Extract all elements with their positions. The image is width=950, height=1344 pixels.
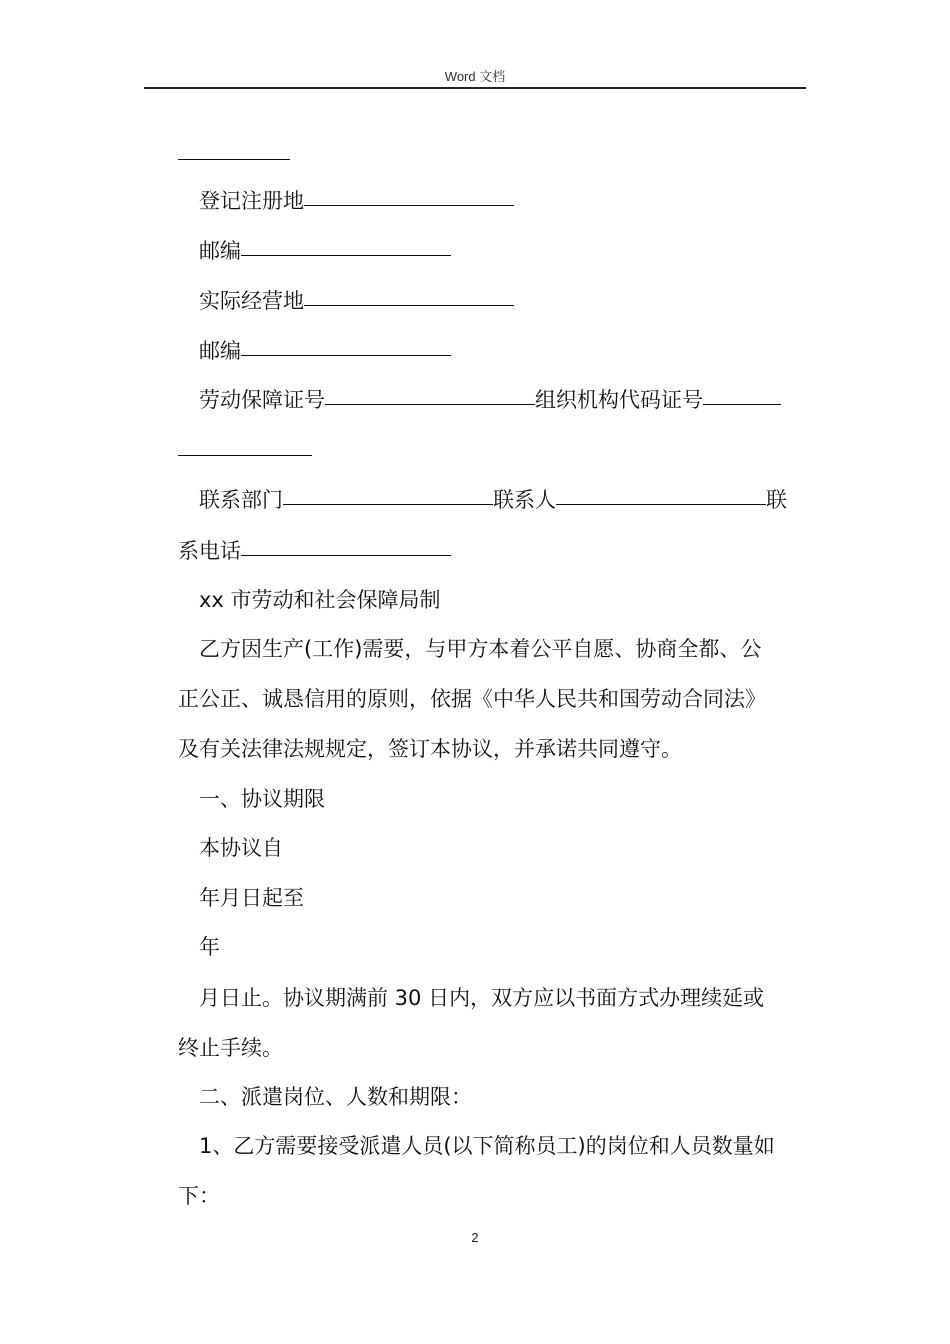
section-heading: 一、协议期限 bbox=[199, 787, 325, 811]
fill-blank bbox=[283, 503, 493, 505]
field-label: 联 bbox=[766, 488, 787, 512]
fill-blank bbox=[241, 354, 451, 356]
fill-blank bbox=[325, 403, 535, 405]
blank-line-continuation bbox=[178, 436, 808, 466]
header-rule bbox=[144, 87, 806, 89]
page-header: Word 文档 bbox=[444, 69, 506, 84]
issuer-line: xx 市劳动和社会保障局制 bbox=[199, 588, 441, 612]
field-label: 登记注册地 bbox=[199, 189, 304, 213]
fill-blank bbox=[304, 204, 514, 206]
fill-blank bbox=[556, 503, 766, 505]
fill-blank bbox=[241, 554, 451, 556]
fill-blank bbox=[241, 254, 451, 256]
field-postcode-2 bbox=[178, 336, 829, 366]
field-contact-dept-person bbox=[178, 485, 829, 515]
paragraph-line: 及有关法律法规规定，签订本协议，并承诺共同遵守。 bbox=[178, 737, 682, 761]
paragraph-line: 年月日起至 bbox=[199, 886, 304, 910]
fill-blank bbox=[703, 403, 781, 405]
paragraph-line: 1、乙方需要接受派遣人员(以下简称员工)的岗位和人员数量如 bbox=[199, 1134, 775, 1158]
page-number: 2 bbox=[471, 1230, 479, 1245]
field-label: 联系人 bbox=[493, 488, 556, 512]
field-label: 组织机构代码证号 bbox=[535, 388, 703, 412]
paragraph-line: 本协议自 bbox=[199, 836, 283, 860]
field-label: 劳动保障证号 bbox=[199, 388, 325, 412]
field-label: 邮编 bbox=[199, 239, 241, 263]
paragraph-line: 下： bbox=[178, 1184, 220, 1208]
paragraph-line: 乙方因生产(工作)需要，与甲方本着公平自愿、协商全都、公 bbox=[199, 637, 762, 661]
fill-blank bbox=[178, 454, 312, 456]
field-contact-phone bbox=[178, 536, 808, 566]
field-postcode-1 bbox=[178, 236, 829, 266]
field-registered-address bbox=[178, 186, 829, 216]
field-label: 联系部门 bbox=[199, 488, 283, 512]
field-label: 实际经营地 bbox=[199, 289, 304, 313]
paragraph-line: 终止手续。 bbox=[178, 1036, 283, 1060]
field-label: 邮编 bbox=[199, 339, 241, 363]
paragraph-line: 年 bbox=[199, 935, 220, 959]
fill-blank bbox=[304, 304, 514, 306]
field-labor-cert-and-org-code bbox=[178, 385, 829, 415]
fill-blank bbox=[178, 158, 290, 160]
paragraph-line: 月日止。协议期满前 30 日内，双方应以书面方式办理续延或 bbox=[199, 986, 765, 1010]
field-business-address bbox=[178, 286, 829, 316]
field-label: 系电话 bbox=[178, 539, 241, 563]
blank-line-top bbox=[178, 140, 808, 170]
paragraph-line: 正公正、诚恳信用的原则，依据《中华人民共和国劳动合同法》 bbox=[178, 687, 766, 711]
section-heading: 二、派遣岗位、人数和期限： bbox=[199, 1085, 472, 1109]
